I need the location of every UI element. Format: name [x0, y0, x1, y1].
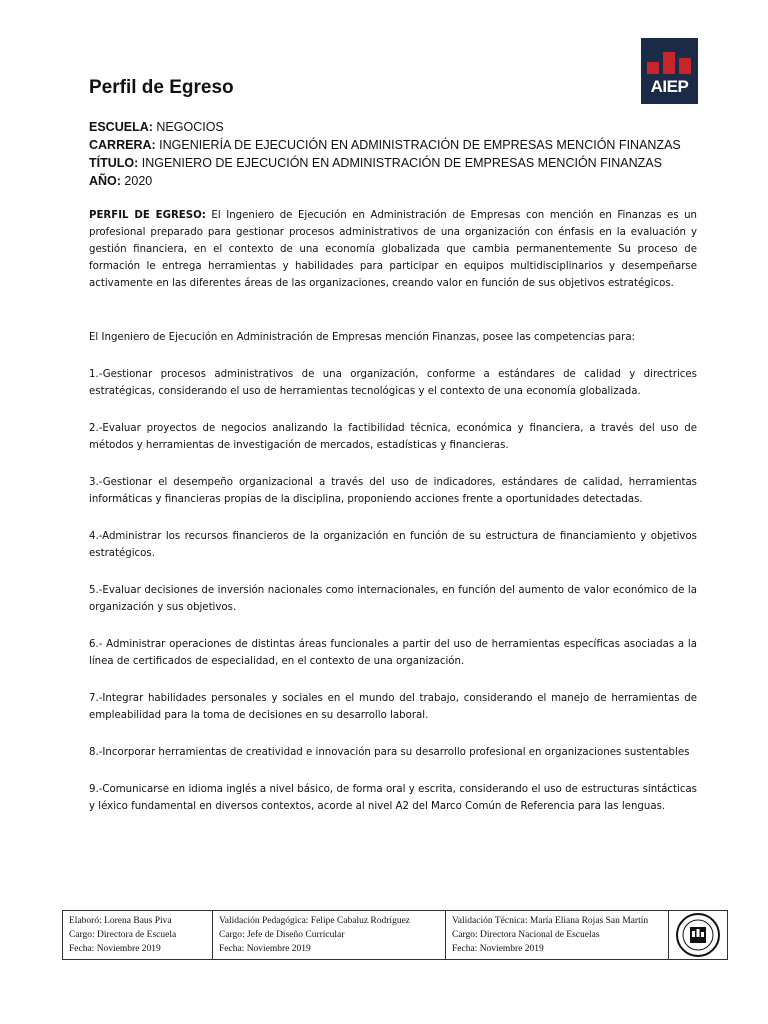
competencia-item: 3.-Gestionar el desempeño organizacional a través del uso de indicadores, estándares de calidad, herramientas informáticas y financieras propias de la disciplina, proponiendo acciones frente a oportunidades detectadas. [89, 477, 697, 505]
competencia-item: 9.-Comunicarse en idioma inglés a nivel básico, de forma oral y escrita, considerando el uso de estructuras sintácticas y léxico fundamental en diversos contextos, acorde al nivel A2 del Marco Común de Referencia para las lenguas. [89, 784, 697, 812]
document-body [89, 207, 697, 835]
footer-pedagogica-fecha: Fecha: Noviembre 2019 [219, 944, 311, 954]
escuela-line [89, 118, 709, 136]
footer-elaboro-fecha: Fecha: Noviembre 2019 [69, 944, 161, 954]
footer-tecnica-fecha: Fecha: Noviembre 2019 [452, 944, 544, 954]
escuela-value: NEGOCIOS [152, 120, 224, 134]
competencia-item: 7.-Integrar habilidades personales y sociales en el mundo del trabajo, considerando el manejo de herramientas de empleabilidad para la toma de decisiones en su desarrollo laboral. [89, 693, 697, 721]
escuela-label: ESCUELA: [89, 120, 153, 134]
career-info [89, 118, 709, 190]
footer-tecnica-name: Validación Técnica: María Eliana Rojas San Martín [452, 916, 649, 926]
competencia-item: 1.-Gestionar procesos administrativos de una organización, conforme a estándares de calidad y directrices estratégicas, considerando el uso de herramientas tecnológicas y el contexto de una economía globalizada. [89, 369, 697, 397]
footer-seal-cell [669, 911, 727, 959]
competencia-item: 4.-Administrar los recursos financieros de la organización en función de su estructura de financiamiento y objetivos estratégicos. [89, 531, 697, 559]
titulo-label: TÍTULO: [89, 156, 139, 170]
titulo-line [89, 154, 709, 172]
anio-line [89, 172, 709, 190]
aiep-logo [641, 38, 698, 104]
footer-pedagogica-cargo: Cargo: Jefe de Diseño Curricular [219, 930, 345, 940]
footer-elaboro-cargo: Cargo: Directora de Escuela [69, 930, 177, 940]
aiep-seal-icon [675, 912, 721, 958]
titulo-value: INGENIERO DE EJECUCIÓN EN ADMINISTRACIÓN DE EMPRESAS MENCIÓN FINANZAS [138, 156, 662, 170]
footer-pedagogica-name: Validación Pedagógica: Felipe Cabaluz Rodríguez [219, 916, 410, 926]
footer-pedagogica-cell [213, 911, 446, 959]
footer-tecnica-cargo: Cargo: Directora Nacional de Escuelas [452, 930, 600, 940]
logo-text: AIEP [650, 77, 689, 96]
page-title: Perfil de Egreso [89, 77, 234, 98]
footer-tecnica-cell [446, 911, 669, 959]
perfil-label: PERFIL DE EGRESO: [89, 210, 206, 221]
footer-elaboro-cell [63, 911, 213, 959]
logo-bars-icon [647, 52, 692, 74]
competencia-item: 8.-Incorporar herramientas de creatividad e innovación para su desarrollo profesional en organizaciones sustentables [89, 747, 690, 758]
perfil-text: El Ingeniero de Ejecución en Administración de Empresas con mención en Finanzas es un profesional preparado para gestionar procesos administrativos de una organización con énfasis en la evaluación y gestión financiera, en el contexto de una economía globalizada que cambia permanentemente Su proceso de formación le entrega herramientas y habilidades para participar en equipos multidisciplinarios y desempeñarse activamente en las diferentes áreas de las organizaciones, creando valor en función de sus objetivos estratégicos. [89, 210, 697, 289]
anio-label: AÑO: [89, 174, 121, 188]
competencia-item: 2.-Evaluar proyectos de negocios analizando la factibilidad técnica, económica y financiera, a través del uso de métodos y herramientas de investigación de mercados, estadísticas y financieras. [89, 423, 697, 451]
carrera-label: CARRERA: [89, 138, 156, 152]
carrera-line [89, 136, 709, 154]
carrera-value: INGENIERÍA DE EJECUCIÓN EN ADMINISTRACIÓN DE EMPRESAS MENCIÓN FINANZAS [155, 138, 681, 152]
perfil-paragraph [89, 207, 697, 292]
footer-elaboro-name: Elaboró: Lorena Baus Piva [69, 916, 172, 926]
anio-value: 2020 [120, 174, 153, 188]
competencia-item: 5.-Evaluar decisiones de inversión nacionales como internacionales, en función del aumento de valor económico de la organización y sus objetivos. [89, 585, 697, 613]
competencia-item: 6.- Administrar operaciones de distintas áreas funcionales a partir del uso de herramientas específicas asociadas a la línea de certificados de especialidad, en el contexto de una organización. [89, 639, 697, 667]
competencias-intro: El Ingeniero de Ejecución en Administración de Empresas mención Finanzas, posee las competencias para: [89, 332, 635, 343]
validation-footer-table [62, 910, 728, 960]
